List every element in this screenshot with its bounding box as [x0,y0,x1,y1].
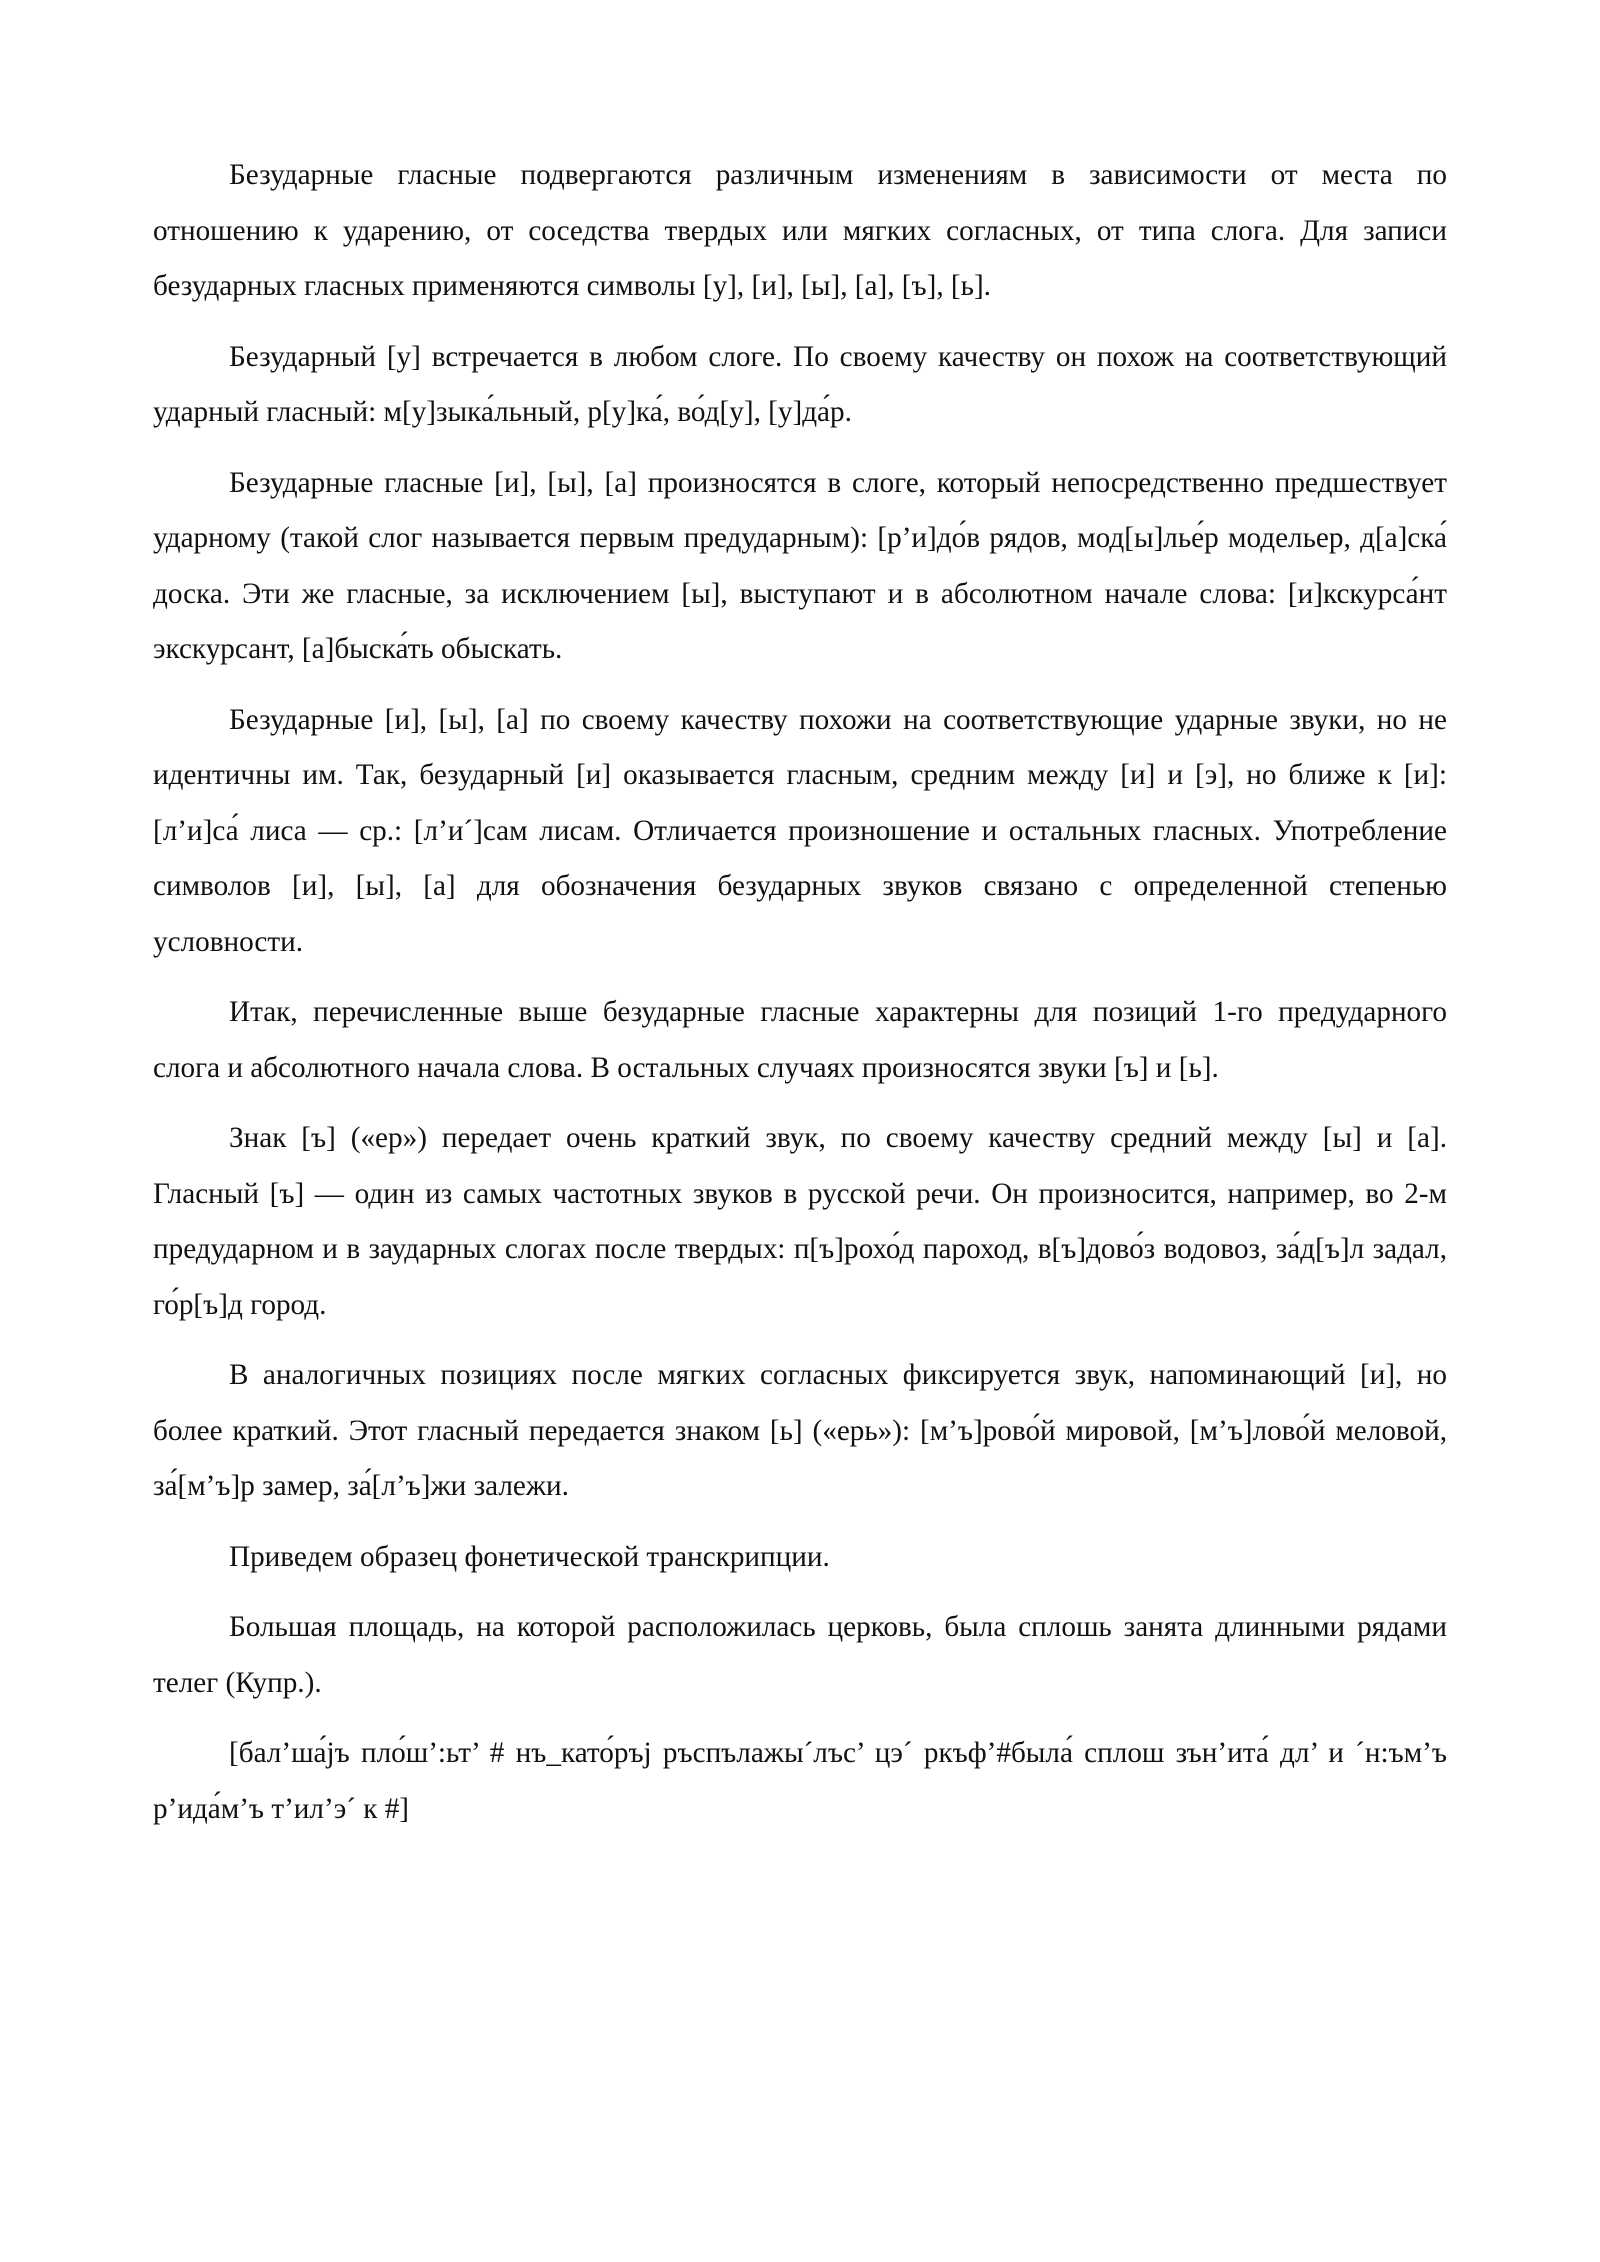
paragraph-first-pretonic: Безударные гласные [и], [ы], [а] произносятся в слоге, который непосредственно предшествует ударному (такой слог называется первым предударным): [р’и]до́в рядов, мод[ы]лье́р модельер, д[а]ска́ доска. Эти же гласные, за исключением [ы], выступают и в абсолютном начале слова: [и]кскурса́нт экскурсант, [а]быска́ть обыскать. [153,466,1447,665]
document-body [153,148,1447,1837]
paragraph-transcription: [бал’ша́jъ пло́ш’:ьт’ # нъ_като́ръj ръспълажы´лъс’ цэ´ ркъф’#была́ сплош зън’ита́ дл’ и ´н:ъм’ъ р’ида́м’ъ т’ил’э´ к #] [153,1737,1447,1825]
paragraph-example-sentence: Большая площадь, на которой расположилась церковь, была сплошь занята длинными рядами телег (Купр.). [153,1611,1447,1699]
paragraph-unstressed-vowels-intro: Безударные гласные подвергаются различным изменениям в зависимости от места по отношению к ударению, от соседства твердых или мягких согласных, от типа слога. Для записи безударных гласных применяются символы [у], [и], [ы], [а], [ъ], [ь]. [153,159,1447,302]
paragraph-er-sign: Знак [ъ] («ер») передает очень краткий звук, по своему качеству средний между [ы] и [а]. Гласный [ъ] — один из самых частотных звуков в русской речи. Он произносится, например, во 2-м предударном и в заударных слогах после твердых: п[ъ]рохо́д пароход, в[ъ]дово́з водовоз, за́д[ъ]л задал, го́р[ъ]д город. [153,1122,1447,1321]
paragraph-quality-comparison: Безударные [и], [ы], [а] по своему качеству похожи на соответствующие ударные звуки, но не идентичны им. Так, безударный [и] оказывается гласным, средним между [и] и [э], но ближе к [и]: [л’и]са́ лиса — ср.: [л’и´]сам лисам. Отличается произношение и остальных гласных. Употребление символов [и], [ы], [а] для обозначения безударных звуков связано с определенной степенью условности. [153,703,1447,958]
paragraph-transcription-intro: Приведем образец фонетической транскрипции. [229,1540,830,1573]
paragraph-summary: Итак, перечисленные выше безударные гласные характерны для позиций 1-го предударного слога и абсолютного начала слова. В остальных случаях произносятся звуки [ъ] и [ь]. [153,996,1447,1084]
paragraph-er-soft-sign: В аналогичных позициях после мягких согласных фиксируется звук, напоминающий [и], но более краткий. Этот гласный передается знаком [ь] («ерь»): [м’ъ]рово́й мировой, [м’ъ]лово́й меловой, за́[м’ъ]р замер, за́[л’ъ]жи залежи. [153,1359,1447,1502]
paragraph-unstressed-u: Безударный [у] встречается в любом слоге. По своему качеству он похож на соответствующий ударный гласный: м[у]зыка́льный, р[у]ка́, во́д[у], [у]да́р. [153,340,1447,428]
